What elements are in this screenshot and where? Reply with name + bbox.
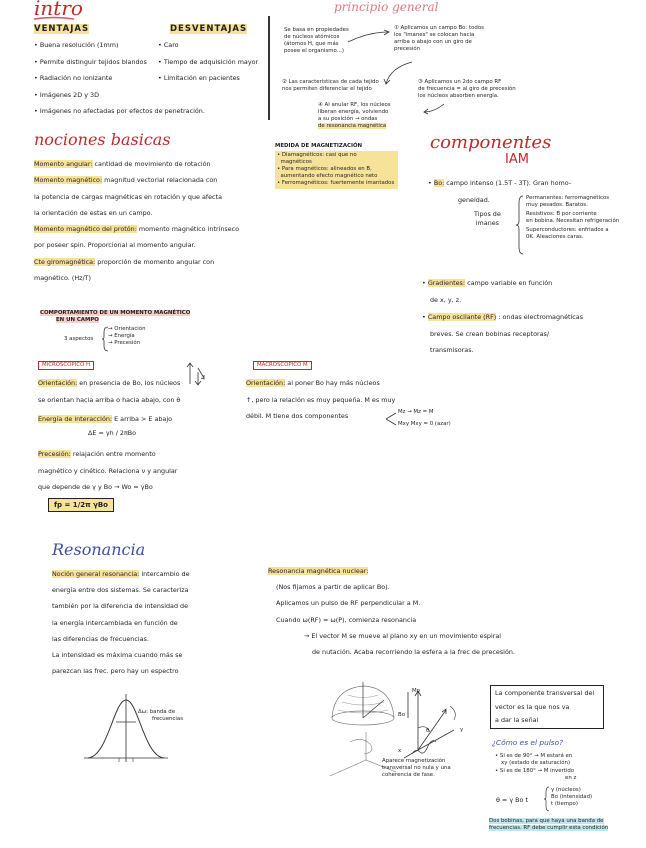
comp-line: breves. Se crean bobinas receptoras/ [430, 329, 550, 338]
theta-item: t (tiempo) [551, 801, 578, 807]
ventaja-item: • Radiación no ionizante [34, 74, 205, 83]
tipo-iman: muy pesados. Baratos. [526, 202, 588, 208]
principio-step-4 [318, 102, 391, 130]
comp-line: • Campo oscilante (RF) : ondas electromagnéticas [422, 313, 584, 321]
pulso-question: ¿Cómo es el pulso? [492, 738, 564, 747]
pulso-lines [495, 753, 576, 782]
comportamiento-line: COMPORTAMIENTO DE UN MOMENTO MAGNÉTICO [40, 310, 191, 316]
ventaja-item: • Imágenes no afectadas por efectos de penetración. [34, 107, 205, 116]
nocion-line: magnético. (Hz/T) [34, 273, 92, 282]
axis-label-bo: Bo [398, 712, 405, 718]
tipo-iman: Resistivos: B por corriente [526, 211, 597, 217]
desventajas-title: DESVENTAJAS [170, 24, 248, 34]
nociones-title: nociones basicas [34, 130, 171, 149]
comp-line: • Bo: campo intenso (1.5T - 3T). Gran homo- [428, 179, 572, 187]
micro-energia [38, 415, 172, 437]
macro-orientacion [246, 379, 395, 421]
ventaja-item: • Imágenes 2D y 3D [34, 91, 205, 100]
intro-underline [34, 17, 74, 21]
desventajas-list [158, 41, 258, 83]
principio-line: (átomos H, que más [284, 41, 339, 47]
curve-label-line: frecuencias [152, 716, 183, 722]
axis-label-y: y [460, 727, 464, 733]
res-line: las diferencias de frecuencias. [52, 634, 149, 643]
theta-formula: θ = γ Bo t [496, 796, 528, 804]
caption-line: transversal no nula y una [382, 765, 451, 771]
intro-title: intro [34, 0, 83, 20]
res-line: Noción general resonancia: intercambio de [52, 570, 190, 578]
footer-line: frecuencias. RF debe cumplir esta condición [489, 825, 609, 831]
axis-label-x: x [398, 748, 402, 754]
medida-title: MEDIDA DE MAGNETIZACIÓN [275, 143, 363, 149]
principio-line: de núcleos atómicos [284, 34, 340, 40]
arrow-icon [348, 30, 392, 44]
note-line: a dar la señal [495, 716, 539, 725]
principio-line: de resonancia magnética [318, 123, 387, 129]
principio-title: principio general [334, 0, 439, 14]
footer-note [489, 818, 608, 832]
principio-line: ① Aplicamos un campo Bo: todos [394, 25, 484, 31]
componentes-oscilante [422, 313, 583, 355]
resonancia-title: Resonancia [52, 540, 146, 559]
micro-precesion [38, 450, 177, 492]
axis-label-theta: θ [426, 728, 430, 734]
res-line: La intensidad es máxima cuando más se [52, 650, 183, 659]
nocion-line: Momento angular: cantidad de movimiento de rotación [34, 160, 211, 168]
principio-line: liberan energía, volviendo [318, 109, 389, 115]
caption-line: coherencia de fase. [382, 772, 435, 778]
principio-line: precesión [394, 46, 421, 52]
brace-icon [516, 195, 524, 255]
footer-line: Dos bobinas, para que haya una banda de [489, 818, 604, 824]
macroscopico-title: MACROSCÓPICO M [253, 361, 312, 370]
micro-line: Energía de interacción: E arriba > E abajo [38, 415, 173, 423]
rmn-title: Resonancia magnética nuclear: [268, 567, 369, 575]
resonancia-nocion [52, 570, 190, 676]
res-line: también por la diferencia de intensidad de [52, 602, 189, 611]
comportamiento-line: EN UN CAMPO [56, 317, 99, 323]
theta-item: γ (núcleos) [551, 787, 581, 793]
rmn-line: → El vector M se mueve al plano xy en un movimiento espiral [304, 631, 502, 640]
principio-line: de frecuencia = al giro de precesión [418, 86, 516, 92]
macro-line: débil. M tiene dos componentes [246, 412, 349, 421]
principio-line: posee el organismo...) [284, 48, 344, 54]
micro-formula: ΔE = γh / 2πBo [88, 428, 137, 437]
principio-line: los "imanes" se colocan hacia [394, 32, 475, 38]
principio-line: ④ Al anular RF, los núcleos [318, 102, 391, 108]
comp-line: • Gradientes: campo variable en función [422, 279, 553, 287]
diagram-caption [382, 758, 451, 779]
rmn-section [268, 567, 515, 657]
curve-label-line: Δω: banda de [138, 709, 176, 715]
principio-line: Se basa en propiedades [284, 27, 349, 33]
micro-orientacion [38, 379, 180, 404]
principio-line: a su posición → ondas [318, 116, 378, 122]
principio-line: nos permiten diferenciar el tejido [282, 86, 372, 92]
medida-item: • Diamagnéticos: casi que no [277, 152, 357, 158]
nocion-line: Momento magnético del protón: momento magnético intrínseco [34, 225, 240, 234]
microscopico-title: MICROSCÓPICO H [38, 361, 94, 370]
note-line: vector es la que nos va [495, 702, 570, 711]
nocion-line: Cte giromagnética: proporción de momento angular con [34, 257, 215, 266]
principio-step-2 [282, 79, 379, 93]
pulso-line: • Si es de 90° → M estará en [495, 753, 573, 759]
comp-line: de x, y, z. [430, 295, 462, 304]
transversal-note-box [490, 685, 604, 729]
desventaja-item: • Limitación en pacientes [158, 74, 258, 83]
principio-step-1 [394, 25, 484, 53]
res-line: parezcan las frec. pero hay un espectro [52, 667, 179, 676]
pulso-line: xy (estado de saturación) [501, 760, 571, 766]
principio-basis [284, 27, 349, 55]
tipos-imanes-list [526, 195, 619, 241]
micro-line: se orientan hacia arriba o hacia abajo, con θ [38, 395, 181, 404]
rmn-line: (Nos fijamos a partir de aplicar Bo). [276, 583, 390, 592]
macro-line: Orientación: al poner Bo hay más núcleos [246, 379, 380, 387]
tipos-label-line: imanes [475, 218, 500, 227]
vertical-divider [268, 16, 270, 120]
macro-line: ↑, pero la relación es muy pequeña. M es muy [246, 395, 396, 404]
spin-arrows-icon [186, 362, 208, 386]
micro-line: Precesión: relajación entre momento [38, 450, 156, 458]
medida-box [275, 151, 398, 189]
brace-icon [544, 786, 550, 812]
nocion-line: la potencia de cargas magnéticas en rotación y que afecta [34, 192, 222, 201]
tipo-iman: 0K. Aleaciones caras. [526, 234, 584, 240]
desventaja-item: • Tiempo de adquisición mayor [158, 58, 258, 67]
medida-item: • Para magnéticos: alineados en B, [277, 166, 372, 172]
nocion-line: por poseer spin. Proporcional al momento angular. [34, 241, 196, 250]
ventaja-item: • Buena resolución (1mm) [34, 41, 205, 50]
comportamiento-title [40, 310, 190, 324]
tipo-iman: en bobina. Necesitan refrigeración [526, 218, 620, 224]
aspectos-label: 3 aspectos [64, 336, 94, 342]
precession-formula-box: fp = 1/2π γBo [48, 498, 114, 512]
aspecto-item: → Orientación [108, 326, 146, 332]
nociones-text [34, 160, 239, 283]
aspecto-item: → Precesión [108, 340, 141, 346]
resonance-curve-diagram [82, 692, 172, 770]
micro-line: Orientación: en presencia de Bo, los núcleos [38, 379, 181, 387]
principio-line: ③ Aplicamos un 2do campo RF [418, 79, 502, 85]
rmn-line: Aplicamos un pulso de RF perpendicular a M. [276, 599, 421, 608]
comp-line: geneidad. [458, 195, 490, 204]
pulso-line: • Si es de 180° → M invertido [495, 768, 575, 774]
aspectos-list [108, 326, 146, 347]
aspecto-item: → Energía [108, 333, 135, 339]
nocion-line: la orientación de estas en un campo. [34, 208, 153, 217]
tipo-iman: Permanentes: ferromagnéticos [526, 195, 610, 201]
tipos-label-line: Tipos de [474, 210, 501, 218]
fork-arrow-icon [386, 411, 398, 427]
theta-item: Bo (intensidad) [551, 794, 593, 800]
arrow-icon [424, 104, 446, 114]
theta-items [551, 787, 592, 808]
micro-line: magnético y cinético. Relaciona ν y angular [38, 466, 178, 475]
componentes-title: componentes [430, 132, 552, 153]
tipo-iman: Superconductores: enfriados a [526, 227, 609, 233]
ventaja-item: • Permite distinguir tejidos blandos [34, 58, 205, 67]
rmn-line: de nutación. Acaba recorriendo la esfera a la frec de precesión. [312, 647, 515, 656]
rf-wave-icon [410, 732, 440, 756]
ventajas-title: VENTAJAS [34, 24, 90, 34]
micro-line: que depende de γ y Bo → Wo = γBo [38, 483, 153, 492]
caption-line: Aparece magnetización [382, 758, 446, 764]
medida-item: magnéticos [280, 159, 312, 165]
res-line: energía entre dos sistemas. Se caracteriza [52, 586, 189, 595]
comp-line: transmisoras. [430, 346, 474, 355]
medida-magnetizacion [275, 143, 398, 189]
res-line: la energía intercambiada en función de [52, 618, 178, 627]
note-line: La componente transversal del [495, 689, 595, 697]
principio-step-3 [418, 79, 516, 100]
principio-line: los núcleos absorben energía. [418, 93, 499, 99]
macro-component: Mxy Mxy = 0 (azar) [398, 421, 451, 427]
tipos-imanes-label [474, 210, 501, 227]
arrow-icon [384, 62, 414, 86]
curve-label [138, 709, 183, 723]
macro-component: Mz → Mz = M [398, 409, 434, 415]
principio-line: ② Las características de cada tejido [282, 79, 379, 85]
rmn-line: Cuando ω(RF) = ω(P), comienza resonancia [276, 615, 417, 624]
componentes-gradientes [422, 279, 552, 304]
pulso-line: en z [565, 775, 577, 781]
componentes-subtitle: IAM [505, 152, 529, 167]
medida-item: aumentando efecto magnético neto [280, 173, 378, 179]
macro-components [398, 409, 451, 428]
medida-item: • Ferromagnéticos: fuertemente imantados [277, 180, 395, 186]
axis-label-mo: Mo [412, 688, 420, 694]
nocion-line: Momento magnético: magnitud vectorial relacionada con [34, 176, 218, 185]
principio-line: arriba o abajo con un giro de [394, 39, 472, 45]
desventaja-item: • Caro [158, 41, 258, 50]
